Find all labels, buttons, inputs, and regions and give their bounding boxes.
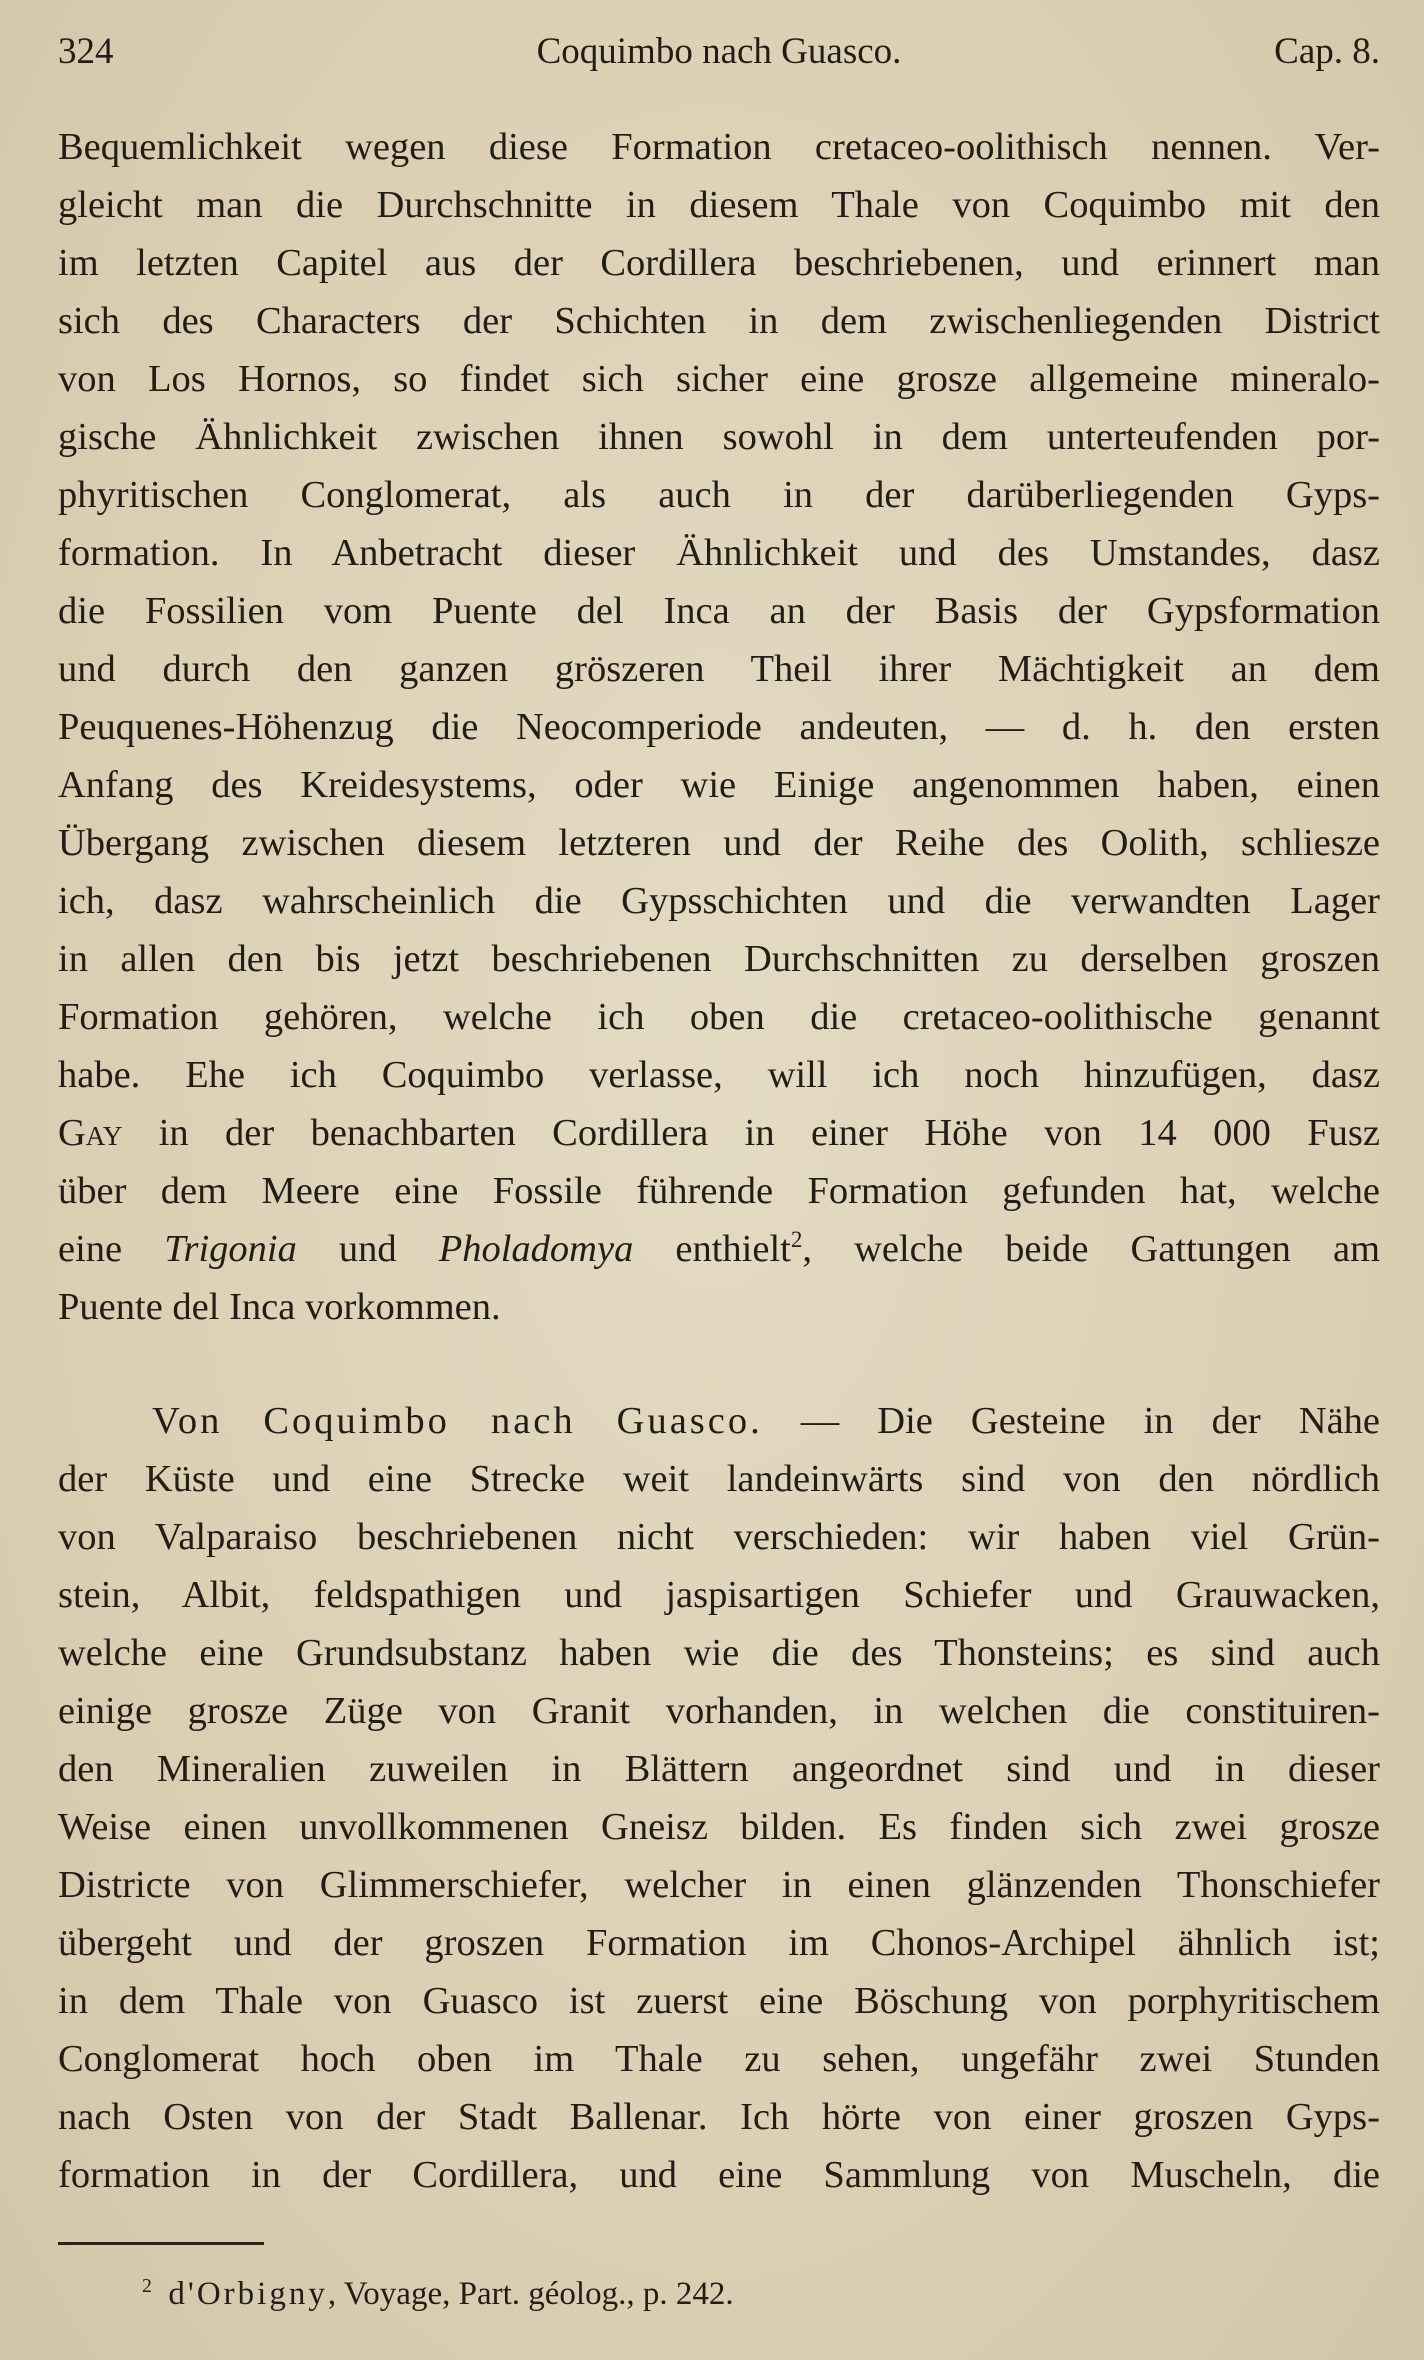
footnote-ref: 2 [790,1226,803,1253]
text-line: formation in der Cordillera, und eine Sammlung von Muscheln, die [58,2154,1380,2196]
author-name: Gay [58,1112,123,1154]
text-line: Puente del Inca vorkommen. [58,1286,501,1328]
text-line: phyritischen Conglomerat, als auch in der darüberliegenden Gyps- [58,474,1380,516]
text-line: in dem Thale von Guasco ist zuerst eine Böschung von porphyritischem [58,1980,1380,2022]
text-line: gleicht man die Durchschnitte in diesem Thale von Coquimbo mit den [58,184,1380,226]
text-line: welche eine Grundsubstanz haben wie die des Thonsteins; es sind auch [58,1632,1380,1674]
text-line: gische Ähnlichkeit zwischen ihnen sowohl in dem unterteufenden por- [58,416,1380,458]
text-line: Peuquenes-Höhenzug die Neocomperiode andeuten, — d. h. den ersten [58,706,1380,748]
text-line: den Mineralien zuweilen in Blättern angeordnet sind und in dieser [58,1748,1380,1790]
text-line: Übergang zwischen diesem letzteren und der Reihe des Oolith, schliesze [58,822,1380,864]
text-line: von Los Hornos, so findet sich sicher eine grosze allgemeine mineralo- [58,358,1380,400]
text-line: in allen den bis jetzt beschriebenen Durchschnitten zu derselben groszen [58,938,1380,980]
footnote-rule [58,2242,264,2245]
text-line: Districte von Glimmerschiefer, welcher in einen glänzenden Thonschiefer [58,1864,1380,1906]
page-number: 324 [58,31,114,72]
text-line: Gay in der benachbarten Cordillera in einer Höhe von 14 000 Fusz [58,1112,1380,1154]
genus-name: Trigonia [164,1228,297,1270]
genus-name: Pholadomya [438,1228,634,1270]
running-title: Coquimbo nach Guasco. [536,31,902,72]
text-line: Formation gehören, welche ich oben die cretaceo-oolithische genannt [58,996,1380,1038]
text-line: Bequemlichkeit wegen diese Formation cretaceo-oolithisch nennen. Ver- [58,126,1380,168]
text-line: Weise einen unvollkommenen Gneisz bilden. Es finden sich zwei grosze [58,1806,1380,1848]
footnote-author: d'Orbigny [168,2276,328,2312]
text-line: die Fossilien vom Puente del Inca an der Basis der Gypsformation [58,590,1380,632]
text-line: über dem Meere eine Fossile führende Formation gefunden hat, welche [58,1170,1380,1212]
text-line: im letzten Capitel aus der Cordillera beschriebenen, und erinnert man [58,242,1380,284]
text-line: übergeht und der groszen Formation im Chonos-Archipel ähnlich ist; [58,1922,1380,1964]
footnote-marker: 2 [142,2275,152,2297]
text-line: der Küste und eine Strecke weit landeinwärts sind von den nördlich [58,1458,1380,1500]
text-line: ich, dasz wahrscheinlich die Gypsschichten und die verwandten Lager [58,880,1380,922]
text-line: stein, Albit, feldspathigen und jaspisartigen Schiefer und Grauwacken, [58,1574,1380,1616]
section-heading: Von Coquimbo nach Guasco. [152,1400,763,1442]
text-line: Conglomerat hoch oben im Thale zu sehen, ungefähr zwei Stunden [58,2038,1380,2080]
text-line: Von Coquimbo nach Guasco. — Die Gesteine in der Nähe [152,1400,1380,1442]
text-line: von Valparaiso beschriebenen nicht verschieden: wir haben viel Grün- [58,1516,1380,1558]
text-line: eine Trigonia und Pholadomya enthielt$^2$, welche beide Gattungen am [58,1226,1381,1270]
text-line: sich des Characters der Schichten in dem zwischenliegenden District [58,300,1380,342]
text-line: Anfang des Kreidesystems, oder wie Einige angenommen haben, einen [58,764,1380,806]
text-line: formation. In Anbetracht dieser Ähnlichkeit und des Umstandes, dasz [58,532,1380,574]
page-header [58,30,1380,82]
text-line: nach Osten von der Stadt Ballenar. Ich hörte von einer groszen Gyps- [58,2096,1380,2138]
text-line: habe. Ehe ich Coquimbo verlasse, will ich noch hinzufügen, dasz [58,1054,1380,1096]
text-line: einige grosze Züge von Granit vorhanden, in welchen die constituiren- [58,1690,1380,1732]
text-line: und durch den ganzen gröszeren Theil ihrer Mächtigkeit an dem [58,648,1380,690]
chapter-label: Cap. 8. [1274,31,1380,72]
footnote: $^2$ d'Orbigny, Voyage, Part. géolog., p. 242. [142,2275,734,2312]
